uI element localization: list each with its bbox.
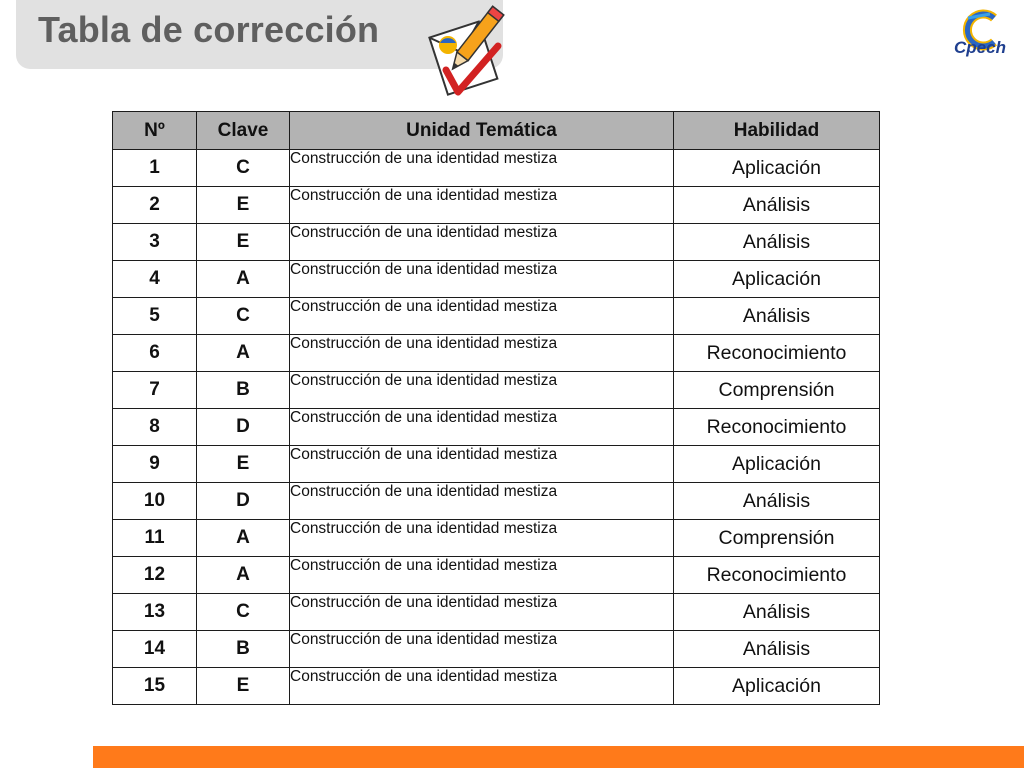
- page-title: Tabla de corrección: [38, 9, 380, 50]
- cell-number: 15: [113, 668, 197, 705]
- cell-key: C: [197, 150, 290, 187]
- table-row: [113, 298, 880, 335]
- cell-unit: Construcción de una identidad mestiza: [290, 557, 674, 594]
- cell-key: E: [197, 187, 290, 224]
- cell-number: 1: [113, 150, 197, 187]
- cell-skill: Reconocimiento: [674, 335, 880, 372]
- footer-accent-bar: [93, 746, 1024, 768]
- cell-number: 11: [113, 520, 197, 557]
- cell-skill: Comprensión: [674, 520, 880, 557]
- table-row: [113, 409, 880, 446]
- cell-skill: Aplicación: [674, 261, 880, 298]
- cell-number: 5: [113, 298, 197, 335]
- cell-number: 2: [113, 187, 197, 224]
- cell-skill: Aplicación: [674, 668, 880, 705]
- table-row: [113, 594, 880, 631]
- cell-unit: Construcción de una identidad mestiza: [290, 668, 674, 705]
- cell-key: A: [197, 520, 290, 557]
- cell-skill: Aplicación: [674, 150, 880, 187]
- table-row: [113, 520, 880, 557]
- cell-number: 10: [113, 483, 197, 520]
- table-row: [113, 335, 880, 372]
- table-row: [113, 150, 880, 187]
- header-key: Clave: [197, 112, 290, 150]
- cell-number: 9: [113, 446, 197, 483]
- cell-number: 7: [113, 372, 197, 409]
- table-row: [113, 631, 880, 668]
- cell-key: E: [197, 446, 290, 483]
- cell-key: D: [197, 483, 290, 520]
- cell-unit: Construcción de una identidad mestiza: [290, 594, 674, 631]
- cell-key: A: [197, 335, 290, 372]
- logo-text: Cpech: [954, 38, 1006, 57]
- table-row: [113, 261, 880, 298]
- correction-table: [112, 111, 880, 705]
- table-row: [113, 224, 880, 261]
- table-row: [113, 483, 880, 520]
- cell-unit: Construcción de una identidad mestiza: [290, 335, 674, 372]
- cell-skill: Análisis: [674, 594, 880, 631]
- table-row: [113, 557, 880, 594]
- table-row: [113, 446, 880, 483]
- cell-unit: Construcción de una identidad mestiza: [290, 631, 674, 668]
- cell-skill: Análisis: [674, 483, 880, 520]
- table-row: [113, 668, 880, 705]
- header-unit: Unidad Temática: [290, 112, 674, 150]
- cell-skill: Análisis: [674, 298, 880, 335]
- cell-number: 8: [113, 409, 197, 446]
- cell-number: 13: [113, 594, 197, 631]
- cell-unit: Construcción de una identidad mestiza: [290, 446, 674, 483]
- cell-number: 3: [113, 224, 197, 261]
- cell-unit: Construcción de una identidad mestiza: [290, 520, 674, 557]
- cell-key: D: [197, 409, 290, 446]
- table-row: [113, 187, 880, 224]
- cell-key: C: [197, 594, 290, 631]
- cell-unit: Construcción de una identidad mestiza: [290, 150, 674, 187]
- cell-number: 4: [113, 261, 197, 298]
- cell-unit: Construcción de una identidad mestiza: [290, 372, 674, 409]
- cell-key: C: [197, 298, 290, 335]
- cell-unit: Construcción de una identidad mestiza: [290, 298, 674, 335]
- cell-unit: Construcción de una identidad mestiza: [290, 187, 674, 224]
- cell-key: E: [197, 224, 290, 261]
- cell-number: 12: [113, 557, 197, 594]
- cell-unit: Construcción de una identidad mestiza: [290, 261, 674, 298]
- cell-skill: Análisis: [674, 224, 880, 261]
- cell-unit: Construcción de una identidad mestiza: [290, 483, 674, 520]
- cell-number: 14: [113, 631, 197, 668]
- cell-number: 6: [113, 335, 197, 372]
- cell-skill: Reconocimiento: [674, 557, 880, 594]
- cell-skill: Análisis: [674, 631, 880, 668]
- cell-unit: Construcción de una identidad mestiza: [290, 409, 674, 446]
- cell-key: A: [197, 261, 290, 298]
- cell-key: B: [197, 631, 290, 668]
- cell-key: E: [197, 668, 290, 705]
- cell-skill: Comprensión: [674, 372, 880, 409]
- table-row: [113, 372, 880, 409]
- header-num: Nº: [113, 112, 197, 150]
- table-header-row: [113, 112, 880, 150]
- pencil-check-icon: [424, 0, 510, 108]
- cell-skill: Aplicación: [674, 446, 880, 483]
- cell-unit: Construcción de una identidad mestiza: [290, 224, 674, 261]
- cell-key: A: [197, 557, 290, 594]
- cell-skill: Análisis: [674, 187, 880, 224]
- cell-skill: Reconocimiento: [674, 409, 880, 446]
- header-skill: Habilidad: [674, 112, 880, 150]
- cell-key: B: [197, 372, 290, 409]
